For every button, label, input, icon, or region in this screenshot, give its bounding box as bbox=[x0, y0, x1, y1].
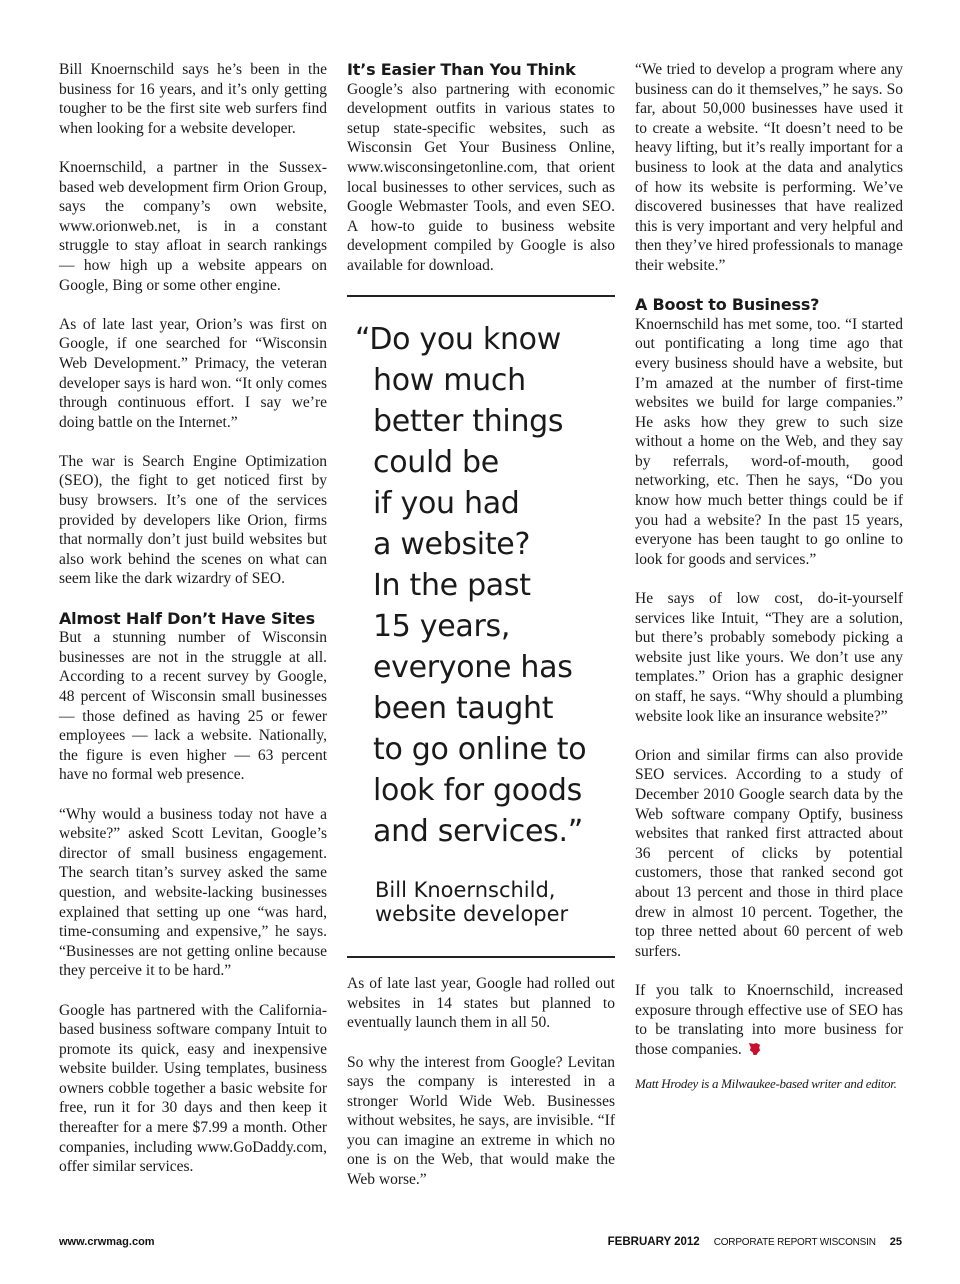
pull-quote-line: been taught bbox=[373, 691, 554, 727]
attribution-title: website developer bbox=[375, 902, 569, 927]
paragraph: He says of low cost, do-it-yourself services like Intuit, “They are a solution, but there’s probably somebody picking a website just like yours. We don’t use any templates.” Orion has a graphic designer on staff, he says. “Why should a plumbing website look like an insurance website?” bbox=[635, 590, 903, 725]
paragraph: Orion and similar firms can also provide SEO services. According to a study of December 2010 Google search data by the Web software company Optify, business websites that ranked first attracted about 36 percent of clicks by potential customers, those that ranked second got about 13 percent and those in third place drew in almost 10 percent. Together, the top three netted about 60 percent of web surfers. bbox=[635, 746, 903, 960]
pull-quote-bottom-rule bbox=[347, 956, 615, 958]
paragraph: Google has partnered with the California-based business software company Intuit to promote its quick, easy and inexpensive website builder. Using templates, business owners cobble together a basic website for free, run it for 30 days and then keep it thereafter for a mere $7.99 a month. Other companies, including www.GoDaddy.com, offer similar services. bbox=[59, 1001, 327, 1176]
author-byline: Matt Hrodey is a Milwaukee-based writer and editor. bbox=[635, 1075, 897, 1091]
pull-quote-line: “Do you know bbox=[355, 322, 561, 358]
paragraph: Bill Knoernschild says he’s been in the business for 16 years, and it’s only getting tougher to be the first site web surfers find when looking for a website developer. bbox=[59, 61, 327, 137]
subheading-almost-half: Almost Half Don’t Have Sites bbox=[59, 608, 315, 628]
footer-publication: CORPORATE REPORT WISCONSIN bbox=[713, 1237, 876, 1248]
paragraph: “We tried to develop a program where any business can do it themselves,” he says. So far, about 50,000 businesses have used it to create a website. “It doesn’t need to be heavy lifting, but it’s really important for a business to look at the data and analytics of how its website is performing. We’ve discovered businesses that have realized this is very important and very helpful and then they’ve hired professionals to manage their website.” bbox=[635, 61, 903, 274]
paragraph-final bbox=[635, 981, 903, 1059]
attribution-name: Bill Knoernschild, bbox=[375, 878, 556, 903]
pull-quote-line: In the past bbox=[373, 568, 531, 604]
paragraph: Knoernschild, a partner in the Sussex-based web development firm Orion Group, says the company’s own website, www.orionweb.net, is in a constant struggle to stay afloat in search rankings — how high up a website appears on Google, Bing or some other engine. bbox=[59, 158, 327, 294]
pull-quote bbox=[347, 297, 615, 926]
footer-month: FEBRUARY 2012 bbox=[607, 1236, 700, 1248]
paragraph: “Why would a business today not have a website?” asked Scott Levitan, Google’s director of small business engagement. The search titan’s survey asked the same question, and website-lacking businesses explained that setting up one “was hard, time-consuming and expensive,” he says. “Businesses are not getting online because they perceive it to be hard.” bbox=[59, 805, 327, 980]
pull-quote-line: 15 years, bbox=[373, 609, 511, 645]
pull-quote-line: everyone has bbox=[373, 650, 573, 686]
subheading-easier: It’s Easier Than You Think bbox=[347, 60, 576, 79]
pull-quote-line: how much bbox=[373, 363, 526, 399]
article-column-2 bbox=[347, 60, 615, 1209]
paragraph: The war is Search Engine Optimization (SEO), the fight to get noticed first by busy browsers. It’s one of the services provided by developers like Orion, firms that normally don’t just build websites but also work behind the scenes on what can seem like the dark wizardry of SEO. bbox=[59, 452, 327, 588]
pull-quote-line: could be bbox=[373, 445, 499, 481]
paragraph: As of late last year, Google had rolled out websites in 14 states but planned to eventually launch them in all 50. bbox=[347, 975, 615, 1032]
pull-quote-attribution bbox=[375, 878, 615, 926]
pull-quote-text bbox=[347, 319, 615, 852]
pull-quote-line: and services.” bbox=[373, 814, 583, 850]
paragraph: As of late last year, Orion’s was first on Google, if one searched for “Wisconsin Web Development.” Primacy, the veteran developer says is hard won. “It only comes through continuous effort. I say we’re doing battle on the Internet.” bbox=[59, 315, 327, 431]
paragraph: So why the interest from Google? Levitan says the company is interested in a stronger World Wide Web. Businesses without websites, he says, are invisible. “If you can imagine an extreme in which no one is on the Web, that would make the Web worse.” bbox=[347, 1053, 615, 1189]
wisconsin-state-icon bbox=[748, 1042, 761, 1056]
article-column-3 bbox=[635, 60, 903, 1093]
pull-quote-line: better things bbox=[373, 404, 564, 440]
article-column-1 bbox=[59, 60, 327, 1196]
footer-website: www.crwmag.com bbox=[59, 1236, 155, 1248]
pull-quote-line: look for goods bbox=[373, 773, 582, 809]
pull-quote-line: if you had bbox=[373, 486, 520, 522]
footer-info bbox=[608, 1236, 902, 1248]
pull-quote-line: to go online to bbox=[373, 732, 587, 768]
paragraph: But a stunning number of Wisconsin businesses are not in the struggle at all. According to a recent survey by Google, 48 percent of Wisconsin small businesses — those defined as having 25 or fewer employees — lack a website. Nationally, the figure is even higher — 63 percent have no formal web presence. bbox=[59, 629, 327, 784]
paragraph: Google’s also partnering with economic development outfits in various states to setup state-specific websites, such as Wisconsin Get Your Business Online, www.wisconsingetonline.com, that orient local businesses to other services, such as Google Webmaster Tools, and even SEO. A how-to guide to business website development compiled by Google is also available for download. bbox=[347, 80, 615, 274]
page-number: 25 bbox=[889, 1236, 902, 1248]
pull-quote-line: a website? bbox=[373, 527, 531, 563]
final-paragraph-text: If you talk to Knoernschild, increased exposure through effective use of SEO has to be translating into more business for those companies. bbox=[635, 981, 903, 1058]
subheading-boost: A Boost to Business? bbox=[635, 295, 820, 315]
paragraph: Knoernschild has met some, too. “I started out pontificating a long time ago that every business should have a website, but I’m amazed at the number of first-time websites we build for large companies.” He asks how they grew to such size without a home on the Web, and they say by referrals, word-of-mouth, good networking, etc. Then he says, “Do you know how much better things could be if you had a website? In the past 15 years, everyone has been taught to go online to look for goods and services.” bbox=[635, 315, 903, 568]
